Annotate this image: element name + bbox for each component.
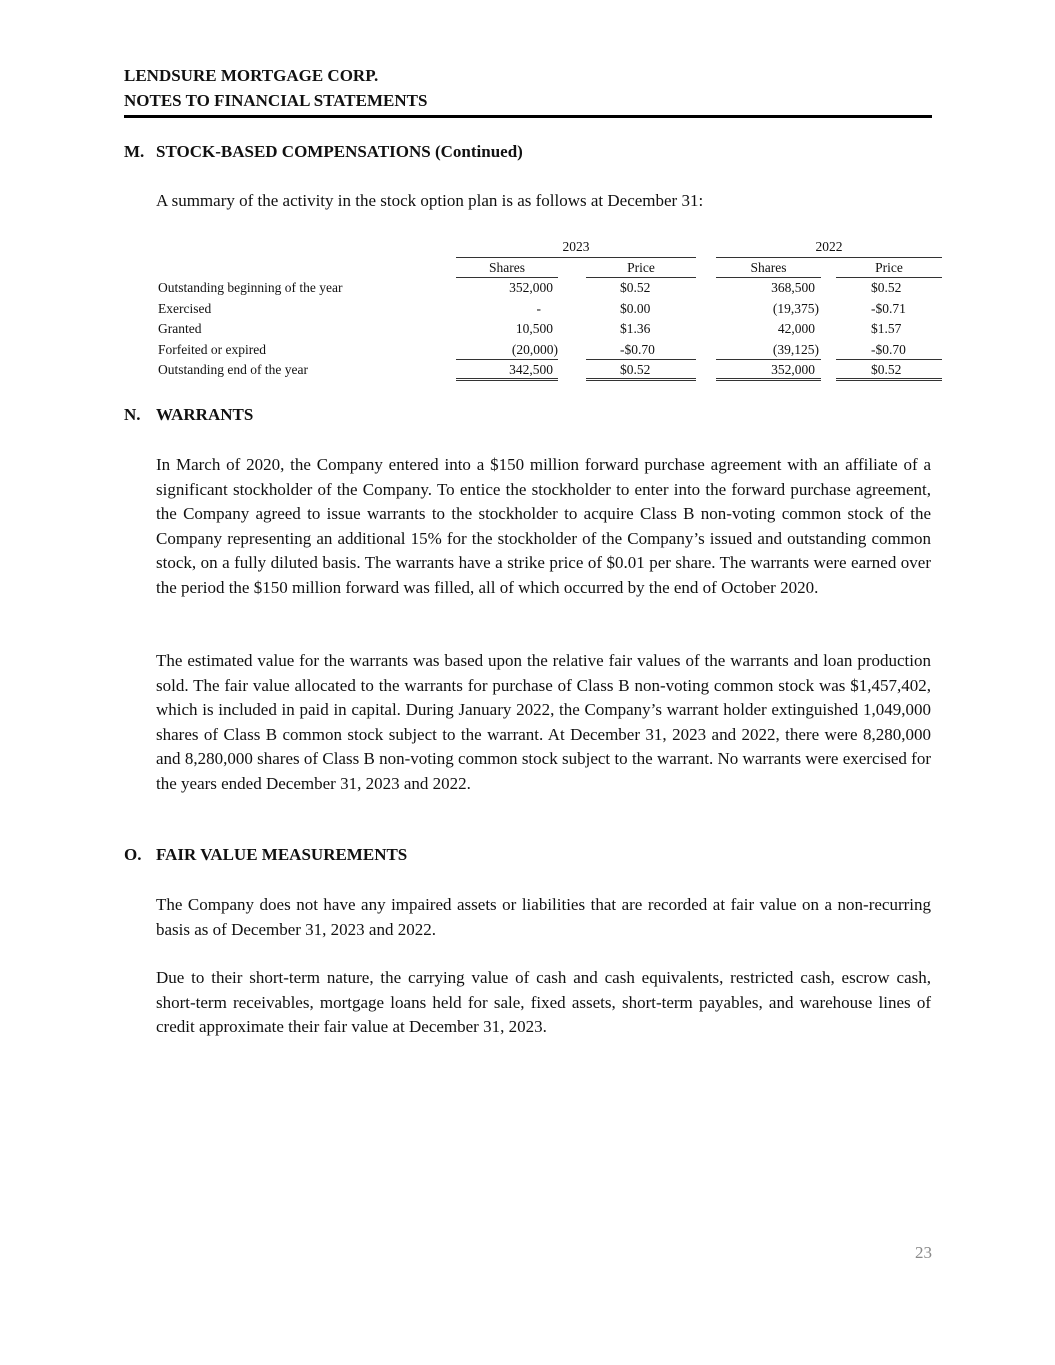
table-cell: 42,000 — [777, 321, 815, 336]
warrants-paragraph-2: The estimated value for the warrants was based upon the relative fair values of the warrants and loan production sold. The fair value allocated to the warrants for purchase of Class B non-voting common stock was $1,457,402, which is included in paid in capital. During January 2022, the Company’s warrant holder extinguished 1,049,000 shares of Class B common stock subject to the warrant. At December 31, 2023 and 2022, there were 8,280,000 and 8,280,000 shares of Class B non-voting common stock subject to the warrant. No warrants were exercised for the years ended December 31, 2023 and 2022. — [156, 651, 931, 793]
section-title: FAIR VALUE MEASUREMENTS — [156, 845, 408, 864]
section-o-heading — [124, 845, 407, 865]
header-rule — [124, 115, 932, 118]
row-label: Exercised — [158, 301, 212, 316]
column-header: Shares — [489, 260, 525, 275]
table-cell: -$0.71 — [871, 301, 906, 316]
row-label: Outstanding end of the year — [158, 362, 308, 377]
table-cell: (20,000) — [511, 342, 558, 357]
row-label: Forfeited or expired — [158, 342, 266, 357]
column-header: Shares — [750, 260, 787, 275]
table-cell: -$0.70 — [620, 342, 655, 357]
column-rule — [456, 277, 558, 278]
table-cell: 10,500 — [515, 321, 553, 336]
column-rule — [586, 277, 696, 278]
table-cell: (19,375) — [772, 301, 819, 316]
subtotal-rule — [456, 359, 558, 360]
column-rule — [716, 277, 821, 278]
total-double-rule — [456, 378, 558, 381]
section-letter: O. — [124, 845, 142, 864]
table-cell: 352,000 — [771, 362, 815, 377]
year-header-2023: 2023 — [562, 239, 590, 254]
total-double-rule — [586, 378, 696, 381]
table-cell: $0.00 — [620, 301, 651, 316]
document-subtitle: NOTES TO FINANCIAL STATEMENTS — [124, 91, 428, 110]
column-rule — [836, 277, 942, 278]
year-rule — [456, 257, 696, 258]
subtotal-rule — [836, 359, 942, 360]
section-n-heading — [124, 405, 253, 425]
warrants-paragraph-1: In March of 2020, the Company entered into a $150 million forward purchase agreement with an affiliate of a significant stockholder of the Company. To entice the stockholder to enter into the forward purchase agreement, the Company agreed to issue warrants to the stockholder to acquire Class B non-voting common stock of the Company representing an additional 15% for the stockholder of the Company’s issued and outstanding common stock, on a fully diluted basis. The warrants have a strike price of $0.01 per share. The warrants were earned over the period the $150 million forward was filled, all of which occurred by the end of October 2020. — [156, 455, 931, 597]
table-cell: 368,500 — [771, 280, 815, 295]
table-cell: 342,500 — [509, 362, 553, 377]
subtotal-rule — [716, 359, 821, 360]
table-cell: $0.52 — [871, 362, 902, 377]
table-cell: -$0.70 — [871, 342, 906, 357]
section-letter: N. — [124, 405, 141, 424]
table-cell: 352,000 — [509, 280, 553, 295]
table-cell: $1.36 — [620, 321, 651, 336]
section-letter: M. — [124, 142, 145, 161]
subtotal-rule — [586, 359, 696, 360]
fair-value-paragraph-2: Due to their short-term nature, the carrying value of cash and cash equivalents, restricted cash, escrow cash, short-term receivables, mortgage loans held for sale, fixed assets, short-term payables, and warehouse lines of credit approximate their fair value at December 31, 2023. — [156, 968, 931, 1036]
column-header: Price — [627, 260, 655, 275]
column-header: Price — [875, 260, 903, 275]
row-label: Granted — [158, 321, 202, 336]
total-double-rule — [836, 378, 942, 381]
section-m-intro: A summary of the activity in the stock option plan is as follows at December 31: — [156, 191, 704, 210]
page-number: 23 — [915, 1243, 932, 1262]
company-name: LENDSURE MORTGAGE CORP. — [124, 66, 379, 85]
fair-value-paragraph-1: The Company does not have any impaired assets or liabilities that are recorded at fair value on a non-recurring basis as of December 31, 2023 and 2022. — [156, 895, 931, 939]
table-cell: $1.57 — [871, 321, 902, 336]
table-cell: - — [536, 301, 541, 316]
table-cell: (39,125) — [772, 342, 819, 357]
section-title: WARRANTS — [156, 405, 254, 424]
year-header-2022: 2022 — [815, 239, 843, 254]
section-m-heading — [124, 142, 523, 162]
table-cell: $0.52 — [871, 280, 902, 295]
table-cell: $0.52 — [620, 280, 651, 295]
table-cell: $0.52 — [620, 362, 651, 377]
year-rule — [716, 257, 942, 258]
document-header — [124, 63, 932, 113]
row-label: Outstanding beginning of the year — [158, 280, 343, 295]
section-title: STOCK-BASED COMPENSATIONS (Continued) — [156, 142, 523, 161]
total-double-rule — [716, 378, 821, 381]
